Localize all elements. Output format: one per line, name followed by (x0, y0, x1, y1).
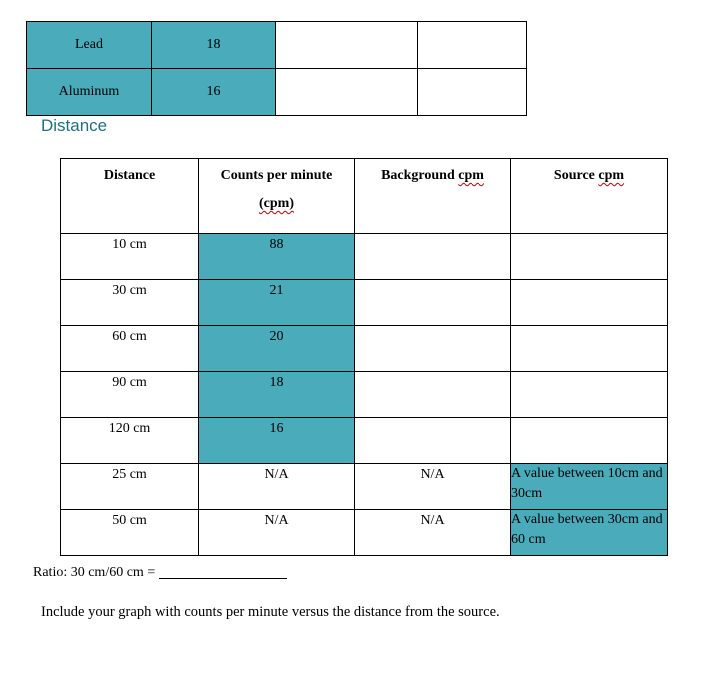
ratio-line (33, 564, 287, 581)
cpm-cell: 20 (199, 326, 355, 372)
table-row (27, 22, 527, 69)
material-cell: Lead (27, 22, 152, 69)
materials-table (26, 21, 527, 116)
cpm-cell: N/A (199, 510, 355, 556)
source-cell (511, 234, 668, 280)
material-cell: Aluminum (27, 69, 152, 116)
distance-cell: 120 cm (61, 418, 199, 464)
source-cell (511, 280, 668, 326)
empty-cell (276, 22, 418, 69)
background-cell (355, 326, 511, 372)
distance-cell: 30 cm (61, 280, 199, 326)
background-cell (355, 234, 511, 280)
distance-cell: 10 cm (61, 234, 199, 280)
cpm-cell: 88 (199, 234, 355, 280)
table-row (61, 280, 668, 326)
distance-cell: 25 cm (61, 464, 199, 510)
source-cell (511, 326, 668, 372)
table-row (61, 234, 668, 280)
table-row (27, 69, 527, 116)
source-cell: A value between 10cm and 30cm (511, 464, 668, 510)
header-counts-per-minute (199, 159, 355, 234)
cpm-cell: N/A (199, 464, 355, 510)
section-heading: Distance (41, 116, 108, 135)
table-row (61, 326, 668, 372)
distance-cell: 50 cm (61, 510, 199, 556)
cpm-cell: 16 (199, 418, 355, 464)
table-row (61, 510, 668, 556)
header-row (61, 159, 668, 234)
ratio-label: Ratio: 30 cm/60 cm = (33, 565, 156, 580)
cpm-cell: 18 (152, 22, 276, 69)
cpm-cell: 16 (152, 69, 276, 116)
header-distance: Distance (61, 159, 199, 234)
source-cell (511, 418, 668, 464)
header-cpm-line1: Counts per minute (220, 168, 333, 183)
table-row (61, 418, 668, 464)
background-cell (355, 372, 511, 418)
distance-cell: 90 cm (61, 372, 199, 418)
background-cell (355, 280, 511, 326)
header-background-cpm: Background cpm (355, 159, 511, 234)
source-cell: A value between 30cm and 60 cm (511, 510, 668, 556)
table-row (61, 372, 668, 418)
header-source-cpm: Source cpm (511, 159, 668, 234)
ratio-answer-blank[interactable] (159, 564, 287, 579)
header-cpm-line2: (cpm) (259, 196, 294, 211)
table-row (61, 464, 668, 510)
empty-cell (276, 69, 418, 116)
distance-table (60, 158, 668, 556)
cpm-word: cpm (598, 168, 625, 183)
background-cell (355, 418, 511, 464)
empty-cell (418, 22, 527, 69)
empty-cell (418, 69, 527, 116)
cpm-cell: 18 (199, 372, 355, 418)
distance-cell: 60 cm (61, 326, 199, 372)
graph-instruction: Include your graph with counts per minute versus the distance from the source. (41, 604, 500, 620)
source-cell (511, 372, 668, 418)
cpm-cell: 21 (199, 280, 355, 326)
background-cell: N/A (355, 510, 511, 556)
background-cell: N/A (355, 464, 511, 510)
cpm-word: cpm (458, 168, 484, 183)
